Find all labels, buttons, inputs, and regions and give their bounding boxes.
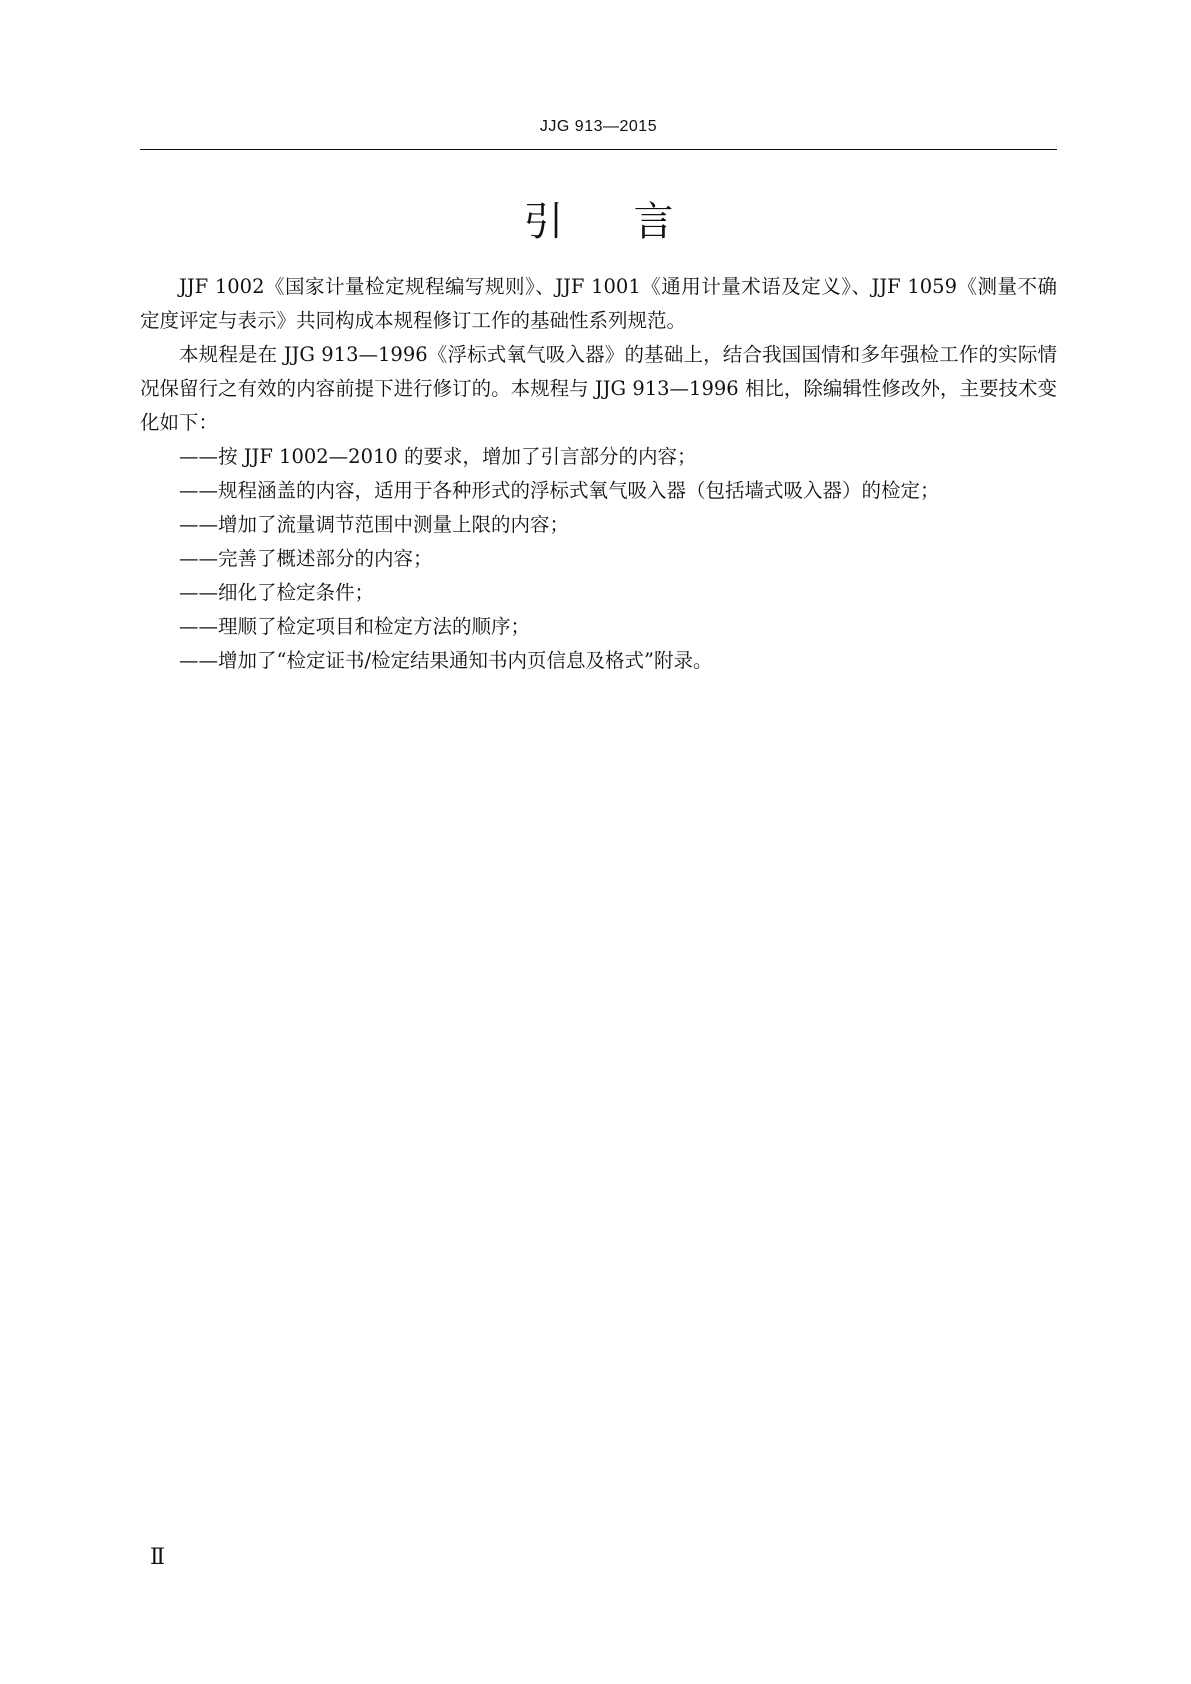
page-title: 引言	[523, 199, 744, 245]
change-item: ——增加了流量调节范围中测量上限的内容；	[179, 513, 570, 536]
change-item: ——规程涵盖的内容，适用于各种形式的浮标式氧气吸入器（包括墙式吸入器）的检定；	[179, 479, 940, 502]
page-number: Ⅱ	[150, 1545, 165, 1570]
paragraph-revision: 本规程是在 JJG 913—1996《浮标式氧气吸入器》的基础上，结合我国国情和多年强检工作的实际情况保留行之有效的内容前提下进行修订的。本规程与 JJG 913—1996 相比，除编辑性修改外，主要技术变化如下：	[140, 343, 1057, 434]
change-item: ——增加了“检定证书/检定结果通知书内页信息及格式”附录。	[179, 649, 713, 672]
change-item: ——细化了检定条件；	[179, 581, 375, 604]
paragraph-basis: JJF 1002《国家计量检定规程编写规则》、JJF 1001《通用计量术语及定义》、JJF 1059《测量不确定度评定与表示》共同构成本规程修订工作的基础性系列规范。	[140, 275, 1057, 332]
change-item: ——理顺了检定项目和检定方法的顺序；	[179, 615, 531, 638]
change-item: ——按 JJF 1002—2010 的要求，增加了引言部分的内容；	[179, 445, 697, 468]
change-item: ——完善了概述部分的内容；	[179, 547, 433, 570]
body-text	[140, 270, 1057, 678]
header-divider	[140, 149, 1057, 150]
running-header: JJG 913—2015	[539, 118, 658, 135]
